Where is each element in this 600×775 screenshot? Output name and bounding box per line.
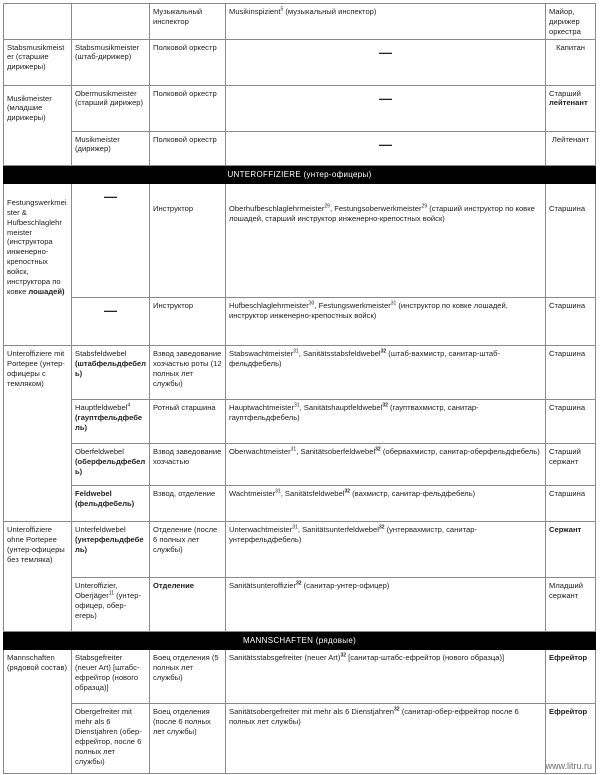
festungs-row-ober <box>4 183 596 297</box>
soviet-rank-cell <box>546 650 596 704</box>
role-text: Инструктор <box>153 203 194 213</box>
rank-de-text: Hufbeschlaglehrmeister <box>229 300 309 310</box>
equivalent-rank-cell <box>226 39 546 85</box>
rank-de-text: Sanitätsstabsgefreiter (neuer Art) <box>229 653 341 663</box>
watermark-link[interactable]: www.litru.ru <box>545 761 592 771</box>
section-title-text: MANNSCHAFTEN (рядовые) <box>242 635 357 645</box>
group-cell <box>4 345 72 521</box>
soviet-rank-text: Старшина <box>549 488 586 498</box>
rank-cell <box>72 131 150 165</box>
soviet-rank-cell <box>546 297 596 345</box>
group-text: Mannschaften (рядовой состав) <box>7 653 68 673</box>
dash-mark: — <box>104 302 117 318</box>
rank-de-text: , Sanitätsoberfeldwebel <box>296 446 376 456</box>
soviet-rank-cell <box>546 443 596 485</box>
portepee-row-oberfeldwebel <box>4 443 596 485</box>
equivalent-rank-cell <box>226 183 546 297</box>
footnote-ref: 31 <box>290 446 297 453</box>
equivalent-rank-cell <box>226 704 546 774</box>
footnote-ref: 32 <box>344 488 351 495</box>
role-cell <box>150 85 226 131</box>
rank-ru-text: [санитар-штабс-ефрейтор (нового образца)] <box>346 653 505 663</box>
equivalent-rank-cell <box>226 131 546 165</box>
rank-text: Oberfeldwebel <box>75 446 124 456</box>
footnote-ref: 32 <box>382 402 388 409</box>
soviet-rank-text: Старший сержант <box>549 446 581 466</box>
rank-cell <box>72 39 150 85</box>
rank-de-text: , Sanitätsunterfeldwebel <box>297 524 379 534</box>
group-cell <box>4 39 72 85</box>
rank-de-text: , Sanitätsfeldwebel <box>280 488 345 498</box>
music-row-musik <box>4 131 596 165</box>
footnote-ref: 32 <box>378 524 385 531</box>
role-text: Полковой оркестр <box>153 88 217 98</box>
group-text: Stabsmusikmeister (старшие дирижеры) <box>7 42 65 72</box>
rank-cell <box>72 443 150 485</box>
role-cell <box>150 521 226 577</box>
rank-ru-text: (санитар-унтер-офицер) <box>301 580 390 590</box>
section-header-nco <box>4 165 596 183</box>
role-cell <box>150 39 226 85</box>
group-cell <box>4 85 72 165</box>
soviet-rank-cell <box>546 345 596 399</box>
music-row-stabs <box>4 39 596 85</box>
equivalent-rank-cell <box>226 485 546 521</box>
rank-table <box>3 3 596 774</box>
rank-ru-text: (старший инструктор по ковке лошадей, старший инструктор инженерно-крепостных войск) <box>229 203 535 223</box>
rank-ru-text: (гауптвахмистр, санитар-гауптфельдфебель) <box>229 402 479 422</box>
soviet-rank-text: Лейтенант <box>551 134 590 144</box>
rank-de-text: , Sanitätsstabsfeldwebel <box>298 348 381 358</box>
soviet-rank-text: Старшина <box>549 348 586 358</box>
role-cell <box>150 399 226 443</box>
role-text: Отделение (после 6 полных лет службы) <box>153 524 218 554</box>
section-title-text: UNTEROFFIZIERE (унтер-офицеры) <box>227 169 372 179</box>
group-cell <box>4 521 72 631</box>
soviet-rank-text: Старшина <box>549 300 586 310</box>
group-cell <box>4 650 72 774</box>
rank-cell <box>72 650 150 704</box>
rank-cell <box>72 485 150 521</box>
rank-cell <box>72 345 150 399</box>
soviet-rank-cell <box>546 183 596 297</box>
rank-cell <box>72 521 150 577</box>
rank-text-bold: (унтерфельдфебель) <box>75 534 144 554</box>
header-regimental-text: Музыкальный инспектор <box>153 7 203 26</box>
footnote-ref: 32 <box>375 446 381 453</box>
festungs-row-base <box>4 297 596 345</box>
footnote-ref: 31 <box>390 300 397 307</box>
role-cell <box>150 297 226 345</box>
header-row <box>4 4 596 40</box>
footnote-ref: 29 <box>324 203 330 210</box>
soviet-rank-cell <box>546 131 596 165</box>
men-row-stabsgefreiter <box>4 650 596 704</box>
rank-de-text: Sanitätsobergefreiter mit mehr als 6 Dienstjahren <box>229 707 395 717</box>
rank-cell <box>72 183 150 297</box>
rank-text: (унтер-офицер, обер-егерь) <box>75 590 141 620</box>
equivalent-rank-cell <box>226 85 546 131</box>
soviet-rank-text: Ефрейтор <box>549 707 588 717</box>
header-inspector-ru: (музыкальный инспектор) <box>285 7 377 16</box>
role-text: Инструктор <box>153 300 194 310</box>
dash-mark: — <box>379 44 392 60</box>
role-cell <box>150 577 226 631</box>
equivalent-rank-cell <box>226 650 546 704</box>
soviet-rank-cell <box>546 577 596 631</box>
footnote-ref: 31 <box>294 402 300 409</box>
rank-text: Obergefreiter mit mehr als 6 Dienstjahren (обер-ефрейтор, после 6 полных лет службы) <box>75 707 142 766</box>
soviet-rank-text: Младший сержант <box>549 580 583 600</box>
music-row-ober <box>4 85 596 131</box>
ohne-row-unterfeldwebel <box>4 521 596 577</box>
group-text: Festungswerkmeister & Hufbeschlaglehrmeister (инструктора инженерно-крепостных войск, инструктора по ковке <box>7 197 67 296</box>
role-text: Взвод, отделение <box>153 488 216 498</box>
rank-text-bold: (штабфельдфебель) <box>75 358 146 378</box>
header-cell-group <box>4 4 72 40</box>
header-cell-inspector <box>226 4 546 40</box>
footnote-ref: 31 <box>275 488 281 495</box>
footnote-ref: 32 <box>295 580 302 587</box>
role-text: Отделение <box>153 580 194 590</box>
ohne-row-unteroffizier <box>4 577 596 631</box>
rank-text: Stabsgefreiter (neuer Art) [штабс-ефрейтор (нового образца)] <box>75 653 140 692</box>
rank-de-text: Stabswachtmeister <box>229 348 294 358</box>
portepee-row-stabsfeldwebel <box>4 345 596 399</box>
section-title <box>4 165 596 183</box>
men-row-obergefreiter <box>4 704 596 774</box>
rank-text: Obermusikmeister (старший дирижер) <box>75 88 144 108</box>
equivalent-rank-cell <box>226 577 546 631</box>
dash-mark: — <box>379 90 392 106</box>
role-text: Полковой оркестр <box>153 134 217 144</box>
rank-text: Unterfeldwebel <box>75 524 126 534</box>
section-header-men <box>4 631 596 649</box>
dash-mark: — <box>379 136 392 152</box>
role-text: Боец отделения (после 6 полных лет службы) <box>153 707 211 737</box>
rank-cell <box>72 297 150 345</box>
group-text: Unteroffiziere mit Portepee (унтер-офицеры с темляком) <box>7 348 65 388</box>
rank-ru-text: (вахмистр, санитар-фельдфебель) <box>350 488 476 498</box>
group-cell <box>4 183 72 345</box>
rank-text: Stabsmusikmeister (штаб-дирижер) <box>75 42 140 62</box>
soviet-rank-cell <box>546 399 596 443</box>
rank-ru-text: (санитар-обер-ефрейтор после 6 полных лет службы) <box>229 707 519 727</box>
equivalent-rank-cell <box>226 443 546 485</box>
role-cell <box>150 131 226 165</box>
soviet-rank-text: Ефрейтор <box>549 653 588 663</box>
section-title <box>4 631 596 649</box>
rank-text: Stabsfeldwebel <box>75 348 127 358</box>
equivalent-rank-cell <box>226 399 546 443</box>
equivalent-rank-cell <box>226 345 546 399</box>
footnote-ref: 29 <box>421 203 428 210</box>
rank-de-text: Unterwachtmeister <box>229 524 293 534</box>
soviet-rank-text: Сержант <box>549 524 582 534</box>
role-cell <box>150 650 226 704</box>
role-cell <box>150 345 226 399</box>
portepee-row-feldwebel <box>4 485 596 521</box>
role-text: Взвод заведование хозчастью роты (12 полных лет службы) <box>153 348 222 388</box>
role-cell <box>150 443 226 485</box>
header-equivalent-text: Майор, дирижер оркестра <box>549 7 581 36</box>
rank-de-text: , Festungswerkmeister <box>314 300 391 310</box>
rank-ru-text: (инструктор по ковке лошадей, инструктор инженерно-крепостных войск) <box>229 300 508 320</box>
soviet-rank-text: Старший <box>549 88 581 98</box>
rank-de-text: Oberwachtmeister <box>229 446 291 456</box>
rank-de-text: , Festungsoberwerkmeister <box>329 203 422 213</box>
footnote-ref: 4 <box>127 402 131 409</box>
rank-text: Hauptfeldwebel <box>75 402 128 412</box>
rank-de-text: Sanitätsunteroffizier <box>229 580 296 590</box>
footnote-ref: 32 <box>340 652 346 659</box>
role-text: Боец отделения (5 полных лет службы) <box>153 653 219 683</box>
header-inspector-de: Musikinspizient <box>229 7 281 16</box>
role-text: Ротный старшина <box>153 402 216 412</box>
soviet-rank-text: Старшина <box>549 402 586 412</box>
rank-de-text: Hauptwachtmeister <box>229 402 294 412</box>
group-text-bold: лошадей) <box>28 286 65 296</box>
equivalent-rank-cell <box>226 297 546 345</box>
soviet-rank-cell <box>546 85 596 131</box>
soviet-rank-text: Старшина <box>549 203 586 213</box>
portepee-row-hauptfeldwebel <box>4 399 596 443</box>
role-cell <box>150 485 226 521</box>
soviet-rank-text: Капитан <box>556 42 585 52</box>
footnote-ref: 31 <box>293 348 299 355</box>
footnote-ref: 11 <box>108 590 114 597</box>
rank-text-bold: (гауптфельдфебель) <box>75 412 143 432</box>
rank-de-text: Wachtmeister <box>229 488 276 498</box>
dash-mark: — <box>104 188 117 204</box>
footnote-ref: 30 <box>308 300 315 307</box>
role-cell <box>150 183 226 297</box>
soviet-rank-cell <box>546 485 596 521</box>
role-cell <box>150 704 226 774</box>
soviet-rank-cell <box>546 521 596 577</box>
rank-text-bold: Feldwebel (фельдфебель) <box>75 488 135 508</box>
header-cell-rank <box>72 4 150 40</box>
header-cell-regimental <box>150 4 226 40</box>
rank-text: Musikmeister (дирижер) <box>75 134 120 154</box>
role-text: Полковой оркестр <box>153 42 217 52</box>
rank-cell <box>72 704 150 774</box>
footnote-ref: 32 <box>380 348 387 355</box>
rank-text: Unteroffizier, Oberjäger <box>75 580 118 600</box>
footnote-ref: 32 <box>394 706 400 713</box>
footnote-ref: 31 <box>292 524 298 531</box>
group-text: Unteroffiziere ohne Portepee (унтер-офицеры без темляка) <box>7 524 65 564</box>
rank-cell <box>72 577 150 631</box>
group-text: Musikmeister (младшие дирижеры) <box>7 93 52 123</box>
role-text: Взвод заведование хозчастью <box>153 446 222 466</box>
rank-ru-text: (обервахмистр, санитар-оберфельдфебель) <box>380 446 540 456</box>
rank-cell <box>72 399 150 443</box>
rank-ru-text: (унтервахмистр, санитар-унтерфельдфебель) <box>229 524 477 544</box>
rank-text-bold: (оберфельдфебель) <box>75 456 146 476</box>
rank-de-text: Oberhufbeschlaglehrmeister <box>229 203 325 213</box>
soviet-rank-cell <box>546 39 596 85</box>
header-cell-equivalent <box>546 4 596 40</box>
equivalent-rank-cell <box>226 521 546 577</box>
footnote-ref: 5 <box>280 6 284 13</box>
rank-de-text: , Sanitätshauptfeldwebel <box>299 402 383 412</box>
soviet-rank-text: лейтенант <box>549 98 588 108</box>
rank-ru-text: (штаб-вахмистр, санитар-штаб-фельдфебель) <box>229 348 500 368</box>
rank-cell <box>72 85 150 131</box>
